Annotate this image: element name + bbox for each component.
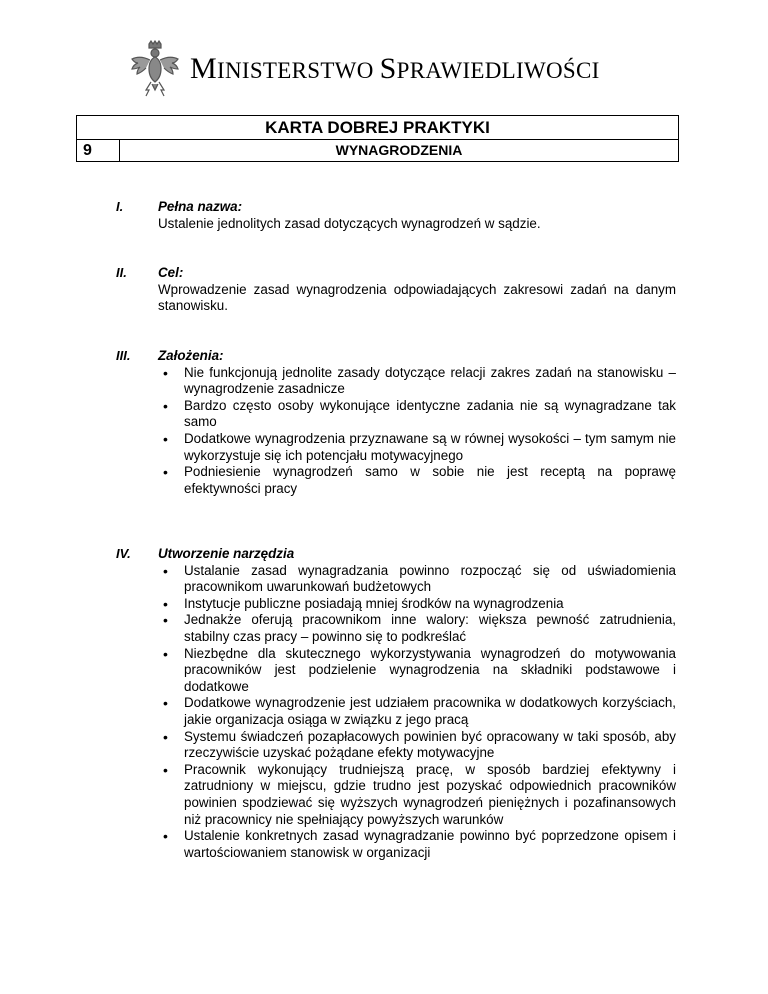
list-item: • Dodatkowe wynagrodzenia przyznawane są w równej wysokości – tym samym nie wykorzystuje się ich potencjału motywacyjnego — [184, 431, 676, 464]
section-heading: Cel: — [158, 265, 184, 280]
polish-eagle-emblem — [130, 40, 180, 98]
section-numeral: I. — [116, 199, 124, 214]
section-numeral: III. — [116, 348, 131, 363]
section-assumptions — [116, 348, 676, 497]
section-heading: Utworzenie narzędzia — [158, 546, 295, 561]
card-number: 9 — [77, 140, 120, 162]
tool-creation-list — [158, 563, 676, 862]
section-heading: Założenia: — [158, 348, 224, 363]
ministry-name: MINISTERSTWO SPRAWIEDLIWOŚCI — [190, 52, 600, 85]
section-numeral: IV. — [116, 546, 131, 561]
list-item: • Ustalanie zasad wynagradzania powinno rozpocząć się od uświadomienia pracownikom uwarunkowań budżetowych — [184, 563, 676, 596]
list-item: • Niezbędne dla skutecznego wykorzystywania wynagrodzeń do motywowania pracowników jest podzielenie wynagrodzenia na składniki podstawowe i dodatkowe — [184, 646, 676, 696]
section-tool-creation — [116, 546, 676, 861]
list-item: • Nie funkcjonują jednolite zasady dotyczące relacji zakres zadań na stanowisku – wynagrodzenie zasadnicze — [184, 365, 676, 398]
list-item: • Instytucje publiczne posiadają mniej środków na wynagrodzenia — [184, 596, 676, 613]
section-heading: Pełna nazwa: — [158, 199, 243, 214]
list-item: • Podniesienie wynagrodzeń samo w sobie nie jest receptą na poprawę efektywności pracy — [184, 464, 676, 497]
section-numeral: II. — [116, 265, 127, 280]
card-subject: WYNAGRODZENIA — [120, 140, 679, 162]
list-item: • Ustalenie konkretnych zasad wynagradzanie powinno być poprzedzone opisem i wartościowaniem stanowisk w organizacji — [184, 828, 676, 861]
practice-card-header — [76, 115, 679, 162]
section-text: Wprowadzenie zasad wynagrodzenia odpowiadających zakresowi zadań na danym stanowisku. — [158, 281, 676, 314]
section-full-name — [116, 199, 676, 232]
page-header — [130, 38, 690, 100]
list-item: • Jednakże oferują pracownikom inne walory: większa pewność zatrudnienia, stabilny czas pracy – powinno się to podkreślać — [184, 612, 676, 645]
list-item: • Pracownik wykonujący trudniejszą pracę, w sposób bardziej efektywny i zatrudniony w miejscu, gdzie trudno jest pozyskać odpowiednich pracowników powinien spodziewać się wyższych wynagrodzeń pieniężnych i pozafinansowych niż pracownicy nie spełniający powyższych warunków — [184, 762, 676, 828]
section-goal — [116, 265, 676, 315]
list-item: • Bardzo często osoby wykonujące identyczne zadania nie są wynagradzane tak samo — [184, 398, 676, 431]
card-title: KARTA DOBREJ PRAKTYKI — [77, 116, 679, 140]
list-item: • Dodatkowe wynagrodzenie jest udziałem pracownika w dodatkowych korzyściach, jakie organizacja osiąga w związku z jego pracą — [184, 695, 676, 728]
section-text: Ustalenie jednolitych zasad dotyczących wynagrodzeń w sądzie. — [158, 215, 541, 231]
list-item: • Systemu świadczeń pozapłacowych powinien być opracowany w taki sposób, aby rzeczywiście uzyskać pożądane efekty motywacyjne — [184, 729, 676, 762]
assumptions-list — [158, 365, 676, 498]
